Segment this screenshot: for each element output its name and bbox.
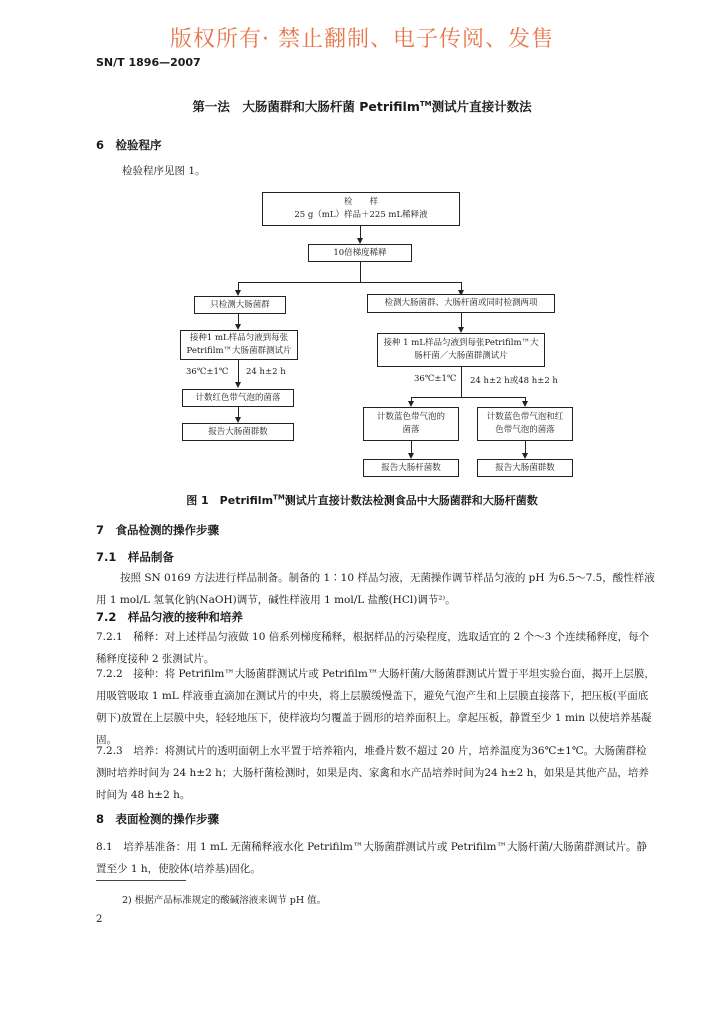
figure-caption-suffix: 测试片直接计数法检测食品中大肠菌群和大肠杆菌数: [284, 494, 538, 507]
right-cond-temp: 36℃±1℃: [414, 374, 457, 384]
figure-caption-tm: TM: [273, 493, 285, 502]
right-branch-box: 检测大肠菌群、大肠杆菌或同时检测两项: [367, 294, 555, 313]
dilution-box: 10倍梯度稀释: [308, 244, 412, 262]
left-cond-time: 24 h±2 h: [246, 367, 286, 377]
watermark: 版权所有· 禁止翻制、电子传阅、发售: [170, 27, 554, 52]
right-inoc-box: 接种 1 mL样品匀液到每张Petrifilm™大肠杆菌／大肠菌群测试片: [377, 333, 545, 367]
section-6-heading: 6 检验程序: [96, 138, 162, 152]
right-report-a-box: 报告大肠杆菌数: [363, 459, 459, 477]
section-7-2-heading: 7.2 样品匀液的接种和培养: [96, 610, 243, 624]
section-7-2-1-text: 7.2.1 稀释：对上述样品匀液做 10 倍系列梯度稀释，根据样品的污染程度，选取适宜的 2 个～3 个连续稀释度，每个稀释度接种 2 张测试片。: [96, 631, 650, 665]
left-inoc-box: 接种1 mL样品匀液到每张Petrifilm™大肠菌群测试片: [180, 330, 298, 360]
figure-caption: [0, 492, 724, 508]
right-report-b-box: 报告大肠菌群数: [477, 459, 573, 477]
sample-title: 检 样: [343, 197, 378, 207]
section-8-1-text: 8.1 培养基准备：用 1 mL 无菌稀释液水化 Petrifilm™大肠菌群测试片或 Petrifilm™大肠杆菌/大肠菌群测试片。静置至少 1 h，使胶体(培养基)固化。: [96, 841, 647, 875]
footnote: 2) 根据产品标准规定的酸碱溶液来调节 pH 值。: [122, 895, 327, 906]
method-title-tm: TM: [419, 99, 432, 108]
right-count-b-box: 计数蓝色带气泡和红色带气泡的菌落: [477, 407, 573, 441]
left-report-box: 报告大肠菌群数: [182, 423, 294, 441]
section-6-text: 检验程序见图 1。: [122, 165, 206, 177]
section-7-2-3-text: 7.2.3 培养：将测试片的透明面朝上水平置于培养箱内，堆叠片数不超过 20 片，培养温度为36℃±1℃。大肠菌群检测时培养时间为 24 h±2 h；大肠杆菌检测时，如果是肉、家禽和水产品培养时间为24 h±2 h，如果是其他产品，培养时间为 48 h±2 h。: [96, 745, 649, 801]
left-branch-box: 只检测大肠菌群: [194, 296, 286, 314]
method-title-prefix: 第一法 大肠菌群和大肠杆菌 Petrifilm: [192, 99, 420, 114]
section-7-heading: 7 食品检测的操作步骤: [96, 523, 220, 537]
sample-desc: 25 g（mL）样品＋225 mL稀释液: [294, 210, 428, 220]
method-title-suffix: 测试片直接计数法: [431, 99, 532, 114]
section-7-1-heading: 7.1 样品制备: [96, 550, 174, 564]
footnote-rule: [96, 880, 186, 881]
left-cond-temp: 36℃±1℃: [186, 367, 229, 377]
right-count-a-box: 计数蓝色带气泡的菌落: [363, 407, 459, 441]
section-7-1-text: 按照 SN 0169 方法进行样品制备。制备的 1∶10 样品匀液，无菌操作调节样品匀液的 pH 为6.5～7.5，酸性样液用 1 mol/L 氢氧化钠(NaOH)调节，碱性样液用 1 mol/L 盐酸(HCl)调节²⁾。: [96, 572, 655, 606]
left-count-box: 计数红色带气泡的菌落: [182, 389, 294, 407]
section-8-heading: 8 表面检测的操作步骤: [96, 812, 220, 826]
page-number: 2: [96, 914, 103, 925]
figure-caption-prefix: 图 1 Petrifilm: [186, 494, 274, 507]
method-title: [0, 97, 724, 115]
section-7-2-2-text: 7.2.2 接种：将 Petrifilm™大肠菌群测试片或 Petrifilm™大肠杆菌/大肠菌群测试片置于平坦实验台面，揭开上层膜，用吸管吸取 1 mL 样液垂直滴加在测试片的中央，将上层膜缓慢盖下，避免气泡产生和上层膜直接落下，把压板(平面底朝下)放置在上层膜中央，轻轻地压下，使样液均匀覆盖于圆形的培养面积上。拿起压板，静置至少 1 min 以使培养基凝固。: [96, 668, 655, 746]
standard-number: SN/T 1896—2007: [96, 56, 201, 69]
sample-box: [262, 192, 460, 226]
right-cond-time: 24 h±2 h或48 h±2 h: [470, 376, 558, 386]
